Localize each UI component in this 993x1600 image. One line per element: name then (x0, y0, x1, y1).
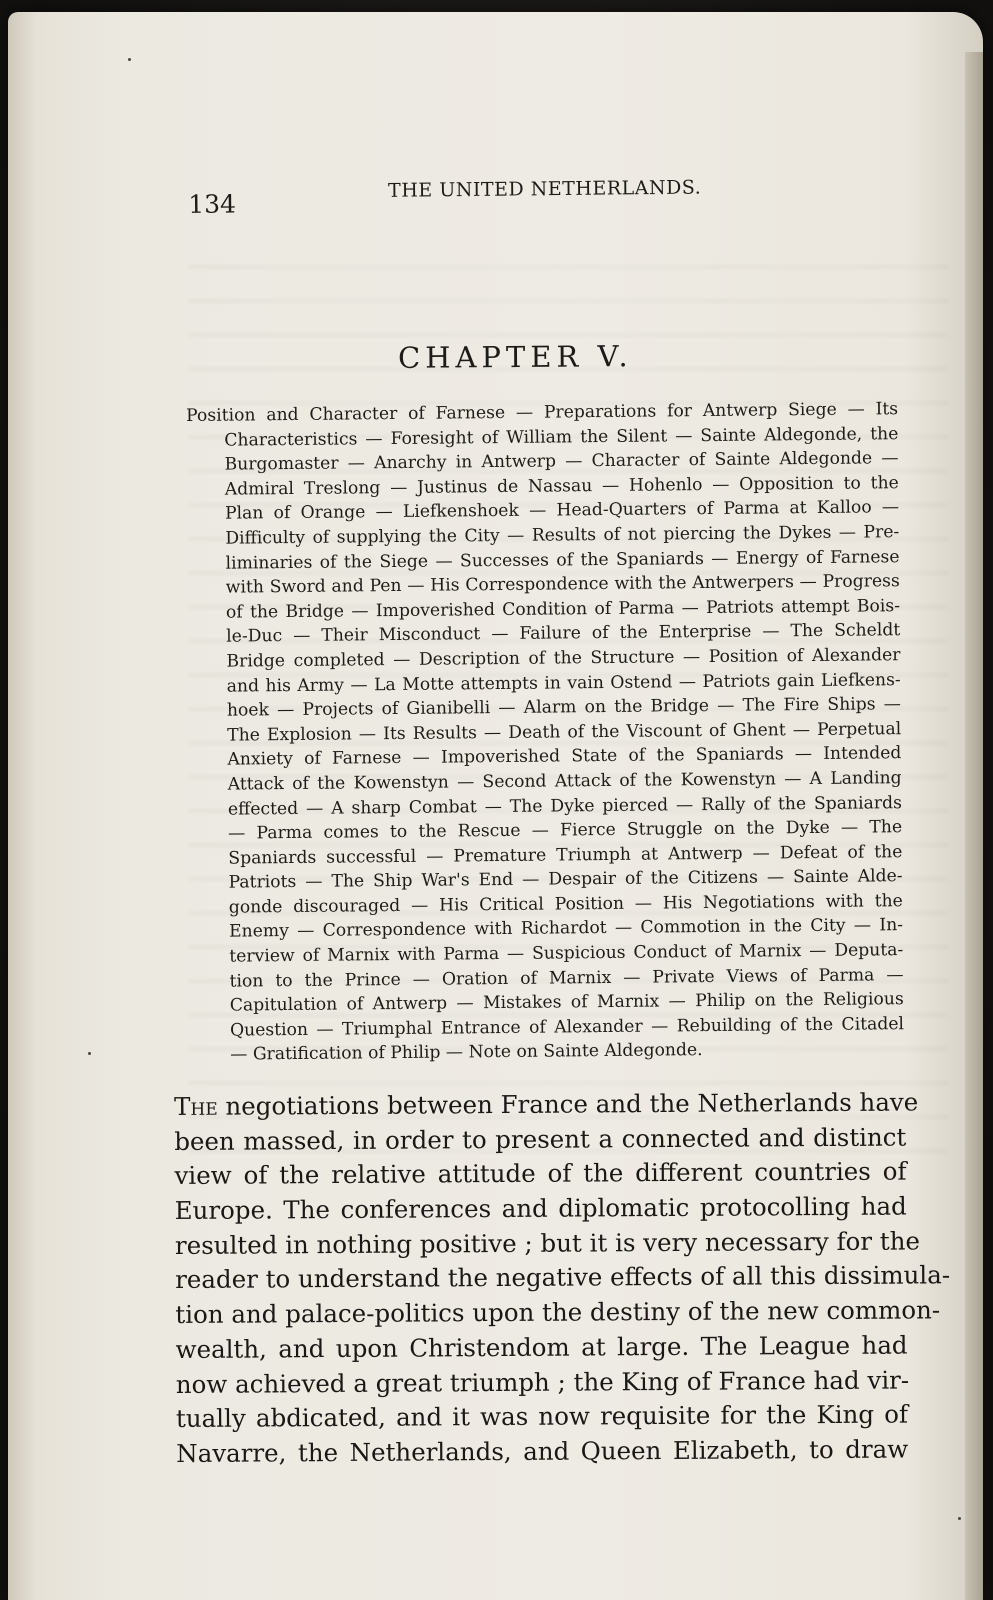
paper-speck (128, 58, 131, 61)
paper-speck (88, 1052, 91, 1055)
synopsis-line: Patriots — The Ship War's End — Despair of the Citizens — Sainte Alde- (228, 866, 903, 893)
chapter-synopsis (186, 397, 904, 1068)
body-line: been massed, in order to present a connected and distinct (174, 1122, 907, 1156)
synopsis-line: of the Bridge — Impoverished Condition of Parma — Patriots attempt Bois- (225, 595, 901, 623)
synopsis-line: liminaries of the Siege — Successes of the Spaniards — Energy of Farnese (225, 546, 900, 574)
chapter-title: CHAPTER V. (397, 339, 633, 375)
synopsis-line: Burgomaster — Anarchy in Antwerp — Character of Sainte Aldegonde — (224, 448, 899, 475)
body-line: tually abdicated, and it was now requisite for the King of (175, 1399, 909, 1434)
synopsis-line: Plan of Orange — Liefkenshoek — Head-Quarters of Parma at Kalloo — (224, 497, 900, 525)
body-line: Navarre, the Netherlands, and Queen Elizabeth, to draw (176, 1434, 909, 1468)
synopsis-line: tion to the Prince — Oration of Marnix — Private Views of Parma — (229, 964, 904, 992)
body-line (174, 1086, 919, 1125)
synopsis-line: Spaniards successful — Premature Triumph at Antwerp — Defeat of the (228, 841, 903, 869)
body-line: resulted in nothing positive ; but it is very necessary for the (174, 1226, 921, 1260)
synopsis-line: le-Duc — Their Misconduct — Failure of the Enterprise — The Scheldt (226, 620, 901, 647)
synopsis-line: with Sword and Pen — His Correspondence with the Antwerpers — Progress (225, 571, 900, 598)
page-edge (965, 52, 983, 1600)
synopsis-line: — Gratification of Philip — Note on Sainte Aldegonde. (230, 1040, 703, 1066)
synopsis-line: The Explosion — Its Results — Death of the Viscount of Ghent — Perpetual (227, 718, 902, 746)
synopsis-line: — Parma comes to the Rescue — Fierce Struggle on the Dyke — The (228, 817, 903, 844)
synopsis-line: Attack of the Kowenstyn — Second Attack of the Kowenstyn — A Landing (227, 768, 902, 795)
synopsis-line: Capitulation of Antwerp — Mistakes of Marnix — Philip on the Religious (229, 989, 904, 1016)
body-line: Europe. The conferences and diplomatic protocolling had (174, 1191, 907, 1226)
paper-speck (958, 1517, 961, 1520)
book-page (8, 12, 983, 1600)
body-line: tion and palace-politics upon the destiny of the new common- (175, 1295, 941, 1330)
body-paragraph (174, 1086, 951, 1472)
synopsis-line: Difficulty of supplying the City — Results of not piercing the Dykes — Pre- (225, 522, 900, 549)
synopsis-line: Question — Triumphal Entrance of Alexander — Rebuilding of the Citadel (229, 1013, 905, 1041)
synopsis-line: Position and Character of Farnese — Preparations for Antwerp Siege — Its (186, 399, 899, 426)
body-line: view of the relative attitude of the different countries of (174, 1156, 907, 1191)
running-head (180, 174, 900, 222)
synopsis-line: effected — A sharp Combat — The Dyke pierced — Rally of the Spaniards (227, 792, 902, 820)
synopsis-line: terview of Marnix with Parma — Suspicious Conduct of Marnix — Deputa- (229, 940, 904, 967)
synopsis-line: Admiral Treslong — Justinus de Nassau — Hohenlo — Opposition to the (224, 472, 899, 500)
synopsis-line: hoek — Projects of Gianibelli — Alarm on the Bridge — The Fire Ships — (226, 694, 902, 721)
synopsis-line: gonde discouraged — His Critical Position — His Negotiations with the (228, 891, 903, 918)
page-number: 134 (188, 189, 237, 219)
lead-word: The (174, 1091, 218, 1121)
running-head-title: THE UNITED NETHERLANDS. (387, 176, 702, 202)
body-line: now achieved a great triumph ; the King of France had vir- (175, 1365, 910, 1399)
synopsis-line: Enemy — Correspondence with Richardot — Commotion in the City — In- (228, 915, 904, 943)
synopsis-line: and his Army — La Motte attempts in vain Ostend — Patriots gain Liefkens- (226, 669, 901, 697)
body-line: reader to understand the negative effects of all this dissimula- (175, 1260, 951, 1295)
synopsis-line: Bridge completed — Description of the Structure — Position of Alexander (226, 645, 901, 672)
synopsis-line: Anxiety of Farnese — Impoverished State of the Spaniards — Intended (227, 743, 902, 770)
synopsis-line: Characteristics — Foresight of William the Silent — Sainte Aldegonde, the (224, 423, 899, 451)
first-line-rest: negotiations between France and the Netherlands have (217, 1087, 919, 1121)
body-line: wealth, and upon Christendom at large. The League had (175, 1330, 908, 1364)
